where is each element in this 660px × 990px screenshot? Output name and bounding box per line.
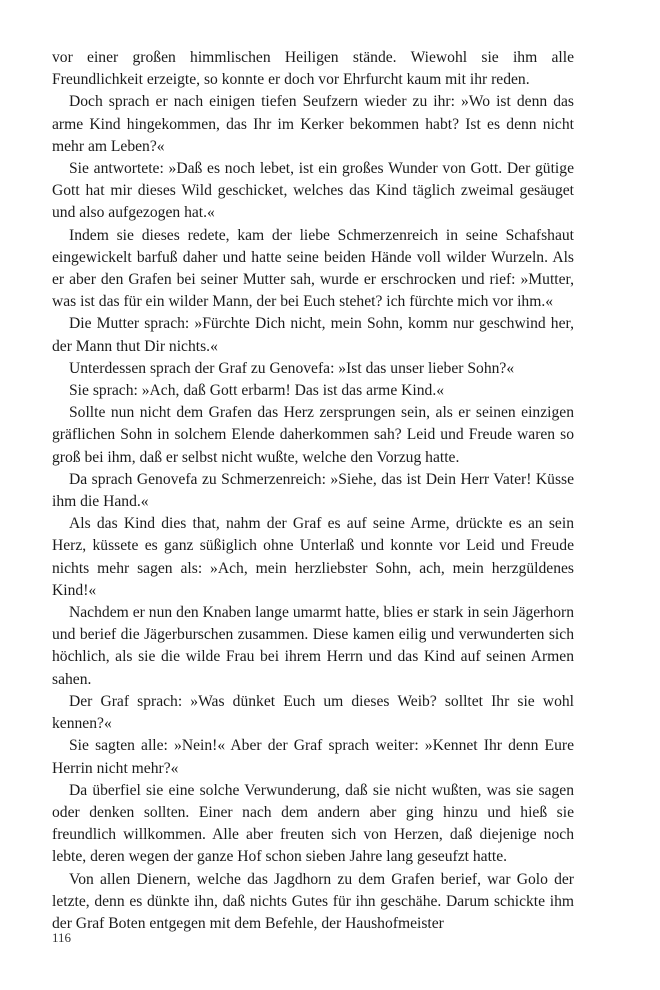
paragraph-10: Als das Kind dies that, nahm der Graf es auf seine Arme, drückte es an sein Herz, küssete es ganz süßiglich ohne Unterlaß und konnte vor Leid und Freude nichts mehr sagen als: »Ach, mein herzliebster Sohn, ach, mein herzgüldenes Kind!« bbox=[52, 515, 574, 599]
paragraph-6: Unterdessen sprach der Graf zu Genovefa: »Ist das unser lieber Sohn?« bbox=[69, 359, 515, 377]
paragraph-3: Sie antwortete: »Daß es noch lebet, ist ein großes Wunder von Gott. Der gütige Gott hat mir dieses Wild geschicket, welches das Kind täglich zweimal gesäuget und also aufgezogen hat.« bbox=[52, 160, 574, 222]
page-number: 116 bbox=[52, 930, 72, 945]
paragraph-4: Indem sie dieses redete, kam der liebe Schmerzenreich in seine Schafshaut eingewickelt barfuß daher und hatte seine beiden Hände voll wilder Wurzeln. Als er aber den Grafen bei seiner Mutter sah, wurde er erschrocken und rief: »Mutter, was ist das für ein wilder Mann, der bei Euch stehet? ich fürchte mich vor ihm.« bbox=[52, 226, 574, 311]
paragraph-14: Da überfiel sie eine solche Verwunderung, daß sie nicht wußten, was sie sagen oder denken sollten. Einer nach dem andern aber ging hinzu und hieß sie freundlich willkommen. Alle aber freuten sich von Herzen, daß diejenige noch lebte, deren wegen der ganze Hof schon sieben Jahre lang geseufzt hatte. bbox=[52, 781, 574, 866]
paragraph-8: Sollte nun nicht dem Grafen das Herz zersprungen sein, als er seinen einzigen gräflichen Sohn in solchem Elende daherkommen sah? Leid und Freude waren so groß bei ihm, daß er selbst nicht wußte, welche den Vorzug hatte. bbox=[52, 404, 574, 466]
paragraph-1: vor einer großen himmlischen Heiligen stände. Wiewohl sie ihm alle Freundlichkeit erzeigte, so konnte er doch vor Ehrfurcht kaum mit ihr reden. bbox=[52, 49, 574, 89]
paragraph-7: Sie sprach: »Ach, daß Gott erbarm! Das ist das arme Kind.« bbox=[69, 382, 445, 400]
paragraph-9: Da sprach Genovefa zu Schmerzenreich: »Siehe, das ist Dein Herr Vater! Küsse ihm die Hand.« bbox=[52, 470, 574, 511]
paragraph-12: Der Graf sprach: »Was dünket Euch um dieses Weib? solltet Ihr sie wohl kennen?« bbox=[52, 692, 574, 733]
paragraph-13: Sie sagten alle: »Nein!« Aber der Graf sprach weiter: »Kennet Ihr denn Eure Herrin nicht mehr?« bbox=[52, 737, 574, 777]
paragraph-15: Von allen Dienern, welche das Jagdhorn zu dem Grafen berief, war Golo der letzte, denn es dünkte ihn, daß nichts Gutes für ihn geschähe. Darum schickte ihm der Graf Boten entgegen mit dem Befehle, der Haushofmeister bbox=[52, 870, 574, 932]
paragraph-11: Nachdem er nun den Knaben lange umarmt hatte, blies er stark in sein Jägerhorn und berief die Jägerburschen zusammen. Diese kamen eilig und verwunderten sich höchlich, als sie die wilde Frau bei ihrem Herrn und das Kind auf seinen Armen sahen. bbox=[52, 604, 574, 688]
paragraph-5: Die Mutter sprach: »Fürchte Dich nicht, mein Sohn, komm nur geschwind her, der Mann thut Dir nichts.« bbox=[52, 315, 574, 355]
paragraph-2: Doch sprach er nach einigen tiefen Seufzern wieder zu ihr: »Wo ist denn das arme Kind hingekommen, das Ihr im Kerker bekommen habt? Ist es denn nicht mehr am Leben?« bbox=[52, 93, 574, 155]
page-body bbox=[52, 47, 574, 935]
